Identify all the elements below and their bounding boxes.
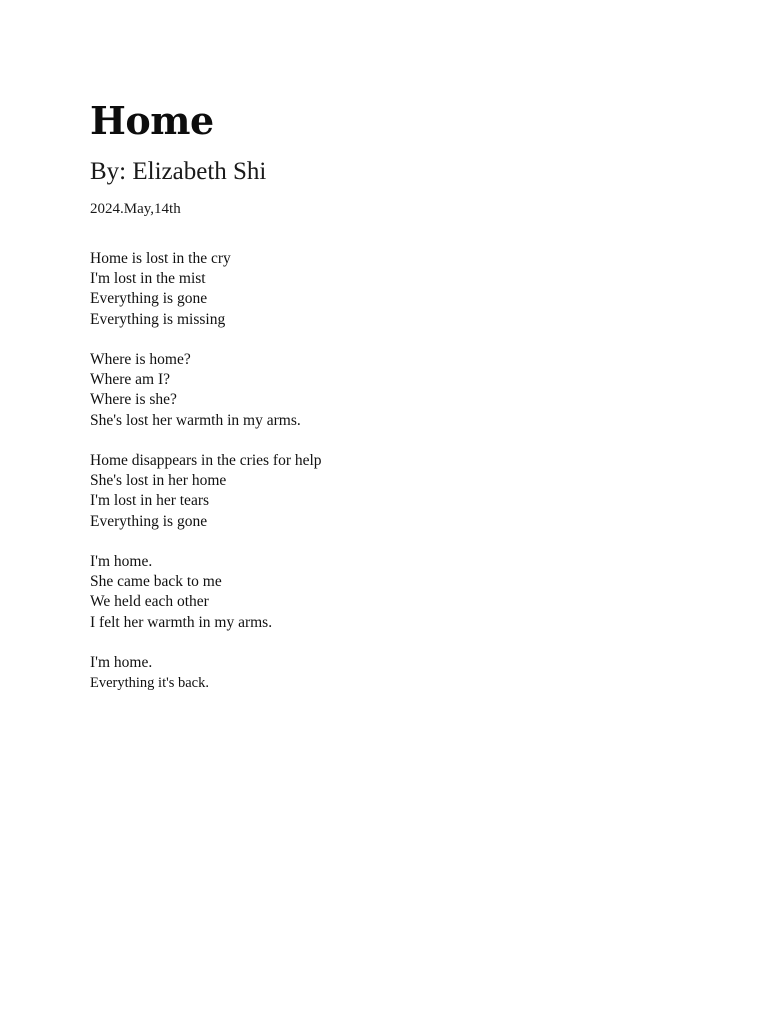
- poem-line: Everything is gone: [90, 290, 208, 308]
- poem-line: Home is lost in the cry: [90, 250, 231, 267]
- poem-line: She came back to me: [90, 573, 222, 591]
- poem-title: Home: [90, 98, 214, 143]
- poem-line: I felt her warmth in my arms.: [90, 613, 273, 631]
- poem-body: [90, 249, 690, 714]
- poem-line: Everything is missing: [90, 310, 226, 328]
- poem-line: Everything is gone: [90, 512, 208, 530]
- stanza-2: [90, 350, 690, 431]
- poem-line: Where am I?: [90, 371, 171, 389]
- poem-date: 2024.May,14th: [90, 201, 181, 217]
- stanza-3: [90, 451, 690, 532]
- stanza-5: [90, 653, 690, 693]
- poem-line: Everything it's back.: [90, 675, 209, 692]
- poem-line: I'm lost in her tears: [90, 492, 210, 510]
- poem-line: She's lost in her home: [90, 472, 227, 490]
- poem-author: By: Elizabeth Shi: [90, 158, 267, 185]
- poem-line: Where is she?: [90, 391, 177, 409]
- poem-line: She's lost her warmth in my arms.: [90, 411, 301, 429]
- stanza-1: [90, 249, 690, 330]
- poem-line: We held each other: [90, 593, 209, 611]
- poem-line: I'm lost in the mist: [90, 270, 206, 288]
- poem-line: I'm home.: [90, 654, 153, 671]
- poem-line: I'm home.: [90, 553, 153, 570]
- poem-line: Home disappears in the cries for help: [90, 452, 322, 469]
- poem-line: Where is home?: [90, 351, 191, 368]
- stanza-4: [90, 552, 690, 633]
